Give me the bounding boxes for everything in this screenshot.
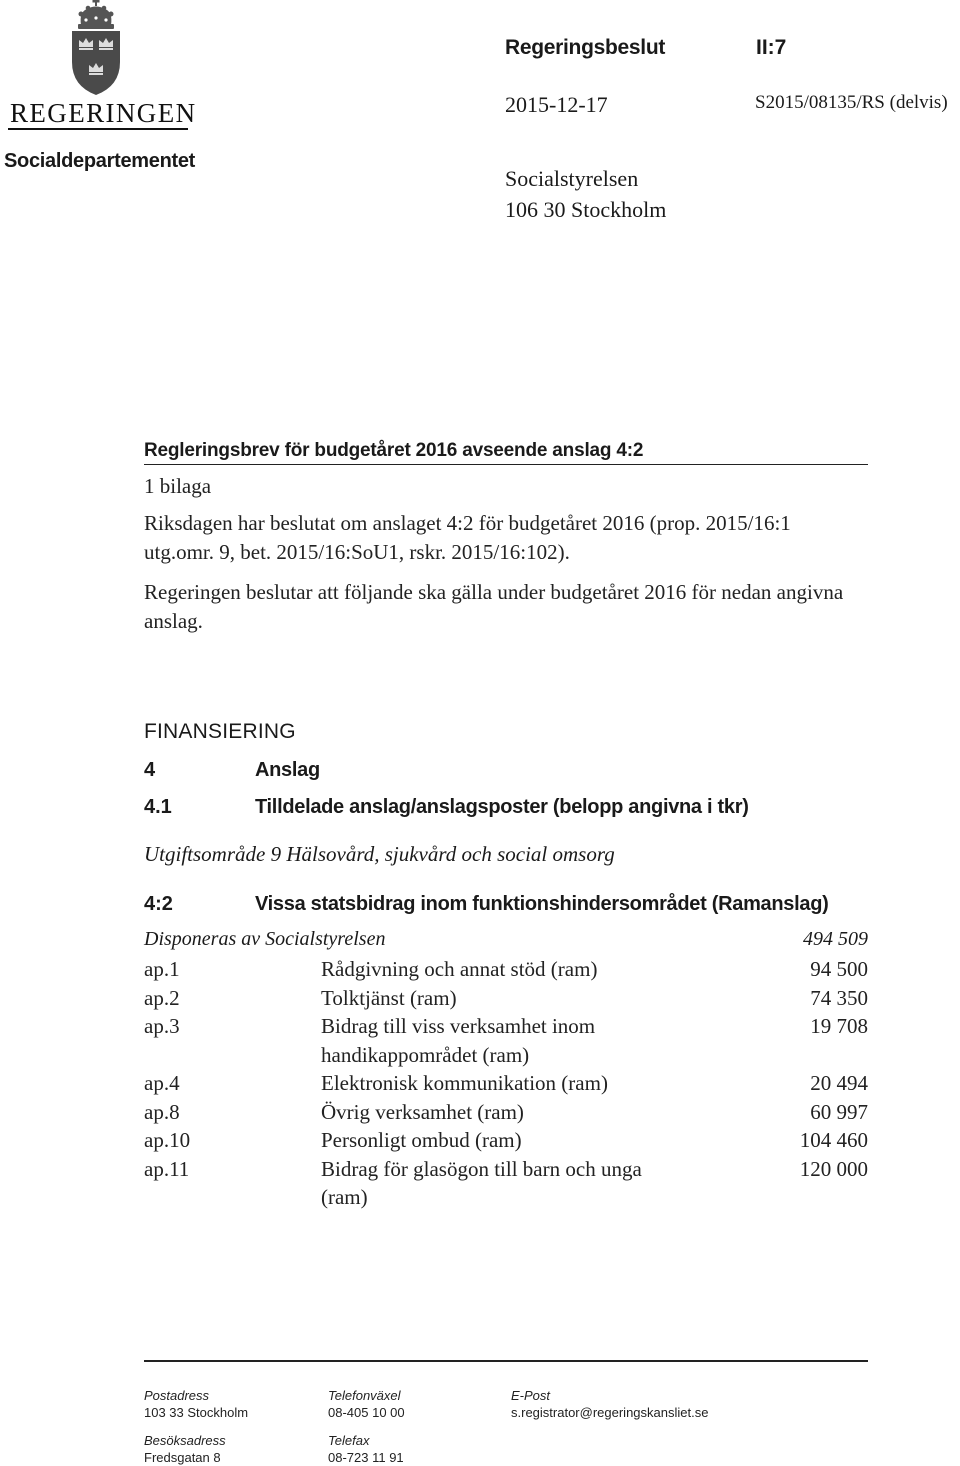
item-amount: 19 708 xyxy=(810,1014,868,1038)
document-number: II:7 xyxy=(756,36,787,59)
footer-divider xyxy=(144,1360,868,1362)
phone-label: Telefonväxel xyxy=(328,1388,401,1403)
item-id: ap.8 xyxy=(144,1099,180,1124)
item-description: Elektronisk kommunikation (ram) xyxy=(321,1071,608,1095)
decision-paragraph: Regeringen beslutar att följande ska gälla under budgetåret 2016 för nedan angivna anslag. xyxy=(144,580,844,633)
coat-of-arms-icon xyxy=(59,0,133,98)
decision-paragraph: Riksdagen har beslutat om anslaget 4:2 för budgetåret 2016 (prop. 2015/16:1 utg.omr. 9, bet. 2015/16:SoU1, rskr. 2015/16:102). xyxy=(144,511,791,564)
visiting-address-value: Fredsgatan 8 xyxy=(144,1450,221,1465)
table-row xyxy=(144,984,868,1013)
government-logo xyxy=(4,0,197,134)
visiting-address-label: Besöksadress xyxy=(144,1433,226,1448)
reference-number: S2015/08135/RS (delvis) xyxy=(755,92,948,113)
section-title: Anslag xyxy=(255,759,320,781)
expenditure-area: Utgiftsområde 9 Hälsovård, sjukvård och social omsorg xyxy=(144,842,615,866)
section-number: 4 xyxy=(144,759,156,781)
recipient-name: Socialstyrelsen xyxy=(505,166,639,191)
email-value: s.registrator@regeringskansliet.se xyxy=(511,1405,709,1420)
subject-heading: Regleringsbrev för budgetåret 2016 avseende anslag 4:2 xyxy=(144,440,868,465)
item-amount: 120 000 xyxy=(799,1156,868,1181)
item-id: ap.4 xyxy=(144,1071,180,1095)
item-id: ap.11 xyxy=(144,1156,190,1181)
appropriation-title: Vissa statsbidrag inom funktionshindersområdet (Ramanslag) xyxy=(255,893,829,915)
document-date: 2015-12-17 xyxy=(505,92,608,117)
table-row xyxy=(144,1069,868,1098)
item-id: ap.3 xyxy=(144,1014,180,1038)
recipient-address: 106 30 Stockholm xyxy=(505,197,667,222)
logo-underline xyxy=(8,128,188,130)
disposal-label: Disponeras av Socialstyrelsen xyxy=(144,928,386,950)
section-number: 4.1 xyxy=(144,796,172,818)
item-description: Bidrag till viss verksamhet inom handikappområdet (ram) xyxy=(321,1014,596,1067)
postal-address-label: Postadress xyxy=(144,1388,210,1403)
table-row xyxy=(144,1098,868,1127)
item-description: Rådgivning och annat stöd (ram) xyxy=(321,957,598,981)
item-amount: 60 997 xyxy=(810,1099,868,1124)
financing-heading: FINANSIERING xyxy=(144,720,296,743)
appropriation-items-table xyxy=(144,955,868,1212)
item-description: Övrig verksamhet (ram) xyxy=(321,1099,524,1124)
logo-wordmark: REGERINGEN xyxy=(10,98,197,128)
item-description: Personligt ombud (ram) xyxy=(321,1128,522,1152)
postal-address-value: 103 33 Stockholm xyxy=(144,1405,249,1420)
item-description: Bidrag för glasögon till barn och unga (ram) xyxy=(321,1156,642,1209)
fax-value: 08-723 11 91 xyxy=(328,1450,404,1465)
table-row xyxy=(144,955,868,984)
item-id: ap.10 xyxy=(144,1128,191,1152)
email-label: E-Post xyxy=(511,1388,551,1403)
attachment-note: 1 bilaga xyxy=(144,474,212,498)
item-amount: 94 500 xyxy=(810,957,868,981)
document-type: Regeringsbeslut xyxy=(505,36,666,59)
section-title: Tilldelade anslag/anslagsposter (belopp angivna i tkr) xyxy=(255,796,749,818)
phone-value: 08-405 10 00 xyxy=(328,1405,405,1420)
appropriation-number: 4:2 xyxy=(144,893,173,915)
item-description: Tolktjänst (ram) xyxy=(321,985,457,1010)
item-id: ap.2 xyxy=(144,985,180,1010)
item-amount: 104 460 xyxy=(799,1128,868,1152)
item-amount: 20 494 xyxy=(810,1071,868,1095)
department-name: Socialdepartementet xyxy=(4,150,196,172)
table-row xyxy=(144,1126,868,1155)
table-row xyxy=(144,1155,868,1212)
item-amount: 74 350 xyxy=(810,985,868,1010)
item-id: ap.1 xyxy=(144,957,180,981)
disposal-total: 494 509 xyxy=(803,928,868,950)
fax-label: Telefax xyxy=(328,1433,370,1448)
table-row xyxy=(144,1012,868,1069)
